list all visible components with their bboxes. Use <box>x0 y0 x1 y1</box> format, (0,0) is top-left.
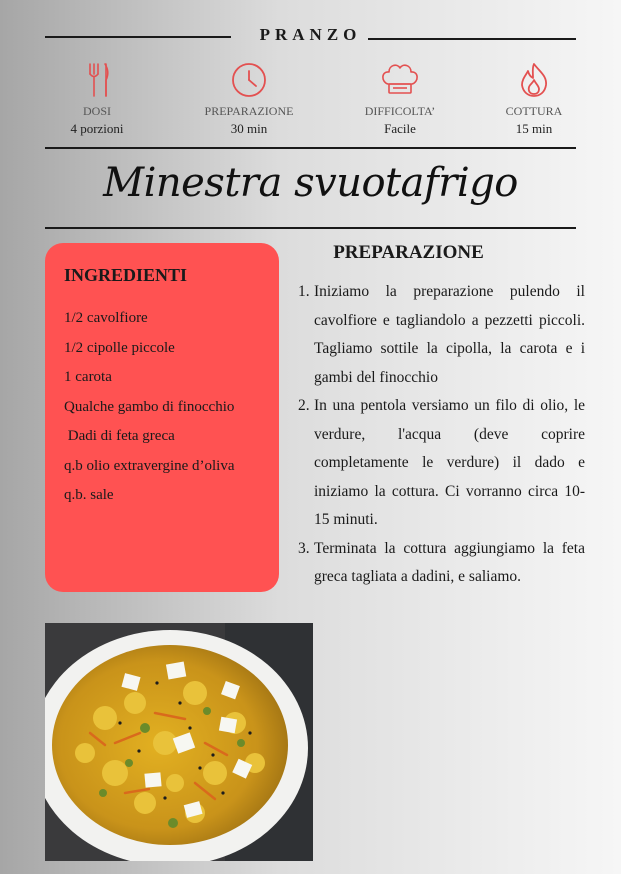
stat-label: DOSI <box>82 104 111 118</box>
step-text: Terminata la cottura aggiungiamo la feta greca tagliata a dadini, e saliamo. <box>314 539 585 585</box>
stat-dosi <box>27 60 167 137</box>
stat-value: 30 min <box>230 121 268 136</box>
ingredient-item: q.b olio extravergine d’oliva <box>64 457 235 474</box>
ingredient-item: 1 carota <box>64 369 112 385</box>
stat-value: 4 porzioni <box>70 121 124 136</box>
clock-icon <box>229 60 269 100</box>
stat-value: 15 min <box>515 121 553 136</box>
fork-knife-icon <box>77 60 117 100</box>
chef-hat-icon <box>378 60 422 100</box>
ingredient-item: Dadi di feta greca <box>64 428 175 444</box>
ingredient-item: 1/2 cavolfiore <box>64 310 148 326</box>
header-rule-right <box>368 38 576 40</box>
preparation-steps <box>298 278 585 592</box>
stat-preparazione <box>179 60 319 137</box>
stat-label: DIFFICOLTA’ <box>364 104 436 118</box>
recipe-title: Minestra svuotafrigo <box>103 160 518 206</box>
flame-icon <box>514 60 554 100</box>
soup-illustration <box>45 623 313 861</box>
stat-value: Facile <box>384 121 416 136</box>
ingredient-item: q.b. sale <box>64 487 114 503</box>
step-item <box>298 278 585 392</box>
stat-label: PREPARAZIONE <box>204 104 294 118</box>
step-text: In una pentola versiamo un filo di olio, le verdure, l'acqua (deve coprire completamente le verdure) il dado e iniziamo la cottura. Ci vorranno circa 10-15 minuti. <box>314 397 585 528</box>
ingredients-panel <box>45 243 279 592</box>
step-text: Iniziamo la preparazione pulendo il cavolfiore e tagliandolo a pezzetti piccoli. Tagliamo sottile la cipolla, la carota e i gambi del finocchio <box>314 283 585 386</box>
ingredients-title: INGREDIENTI <box>64 265 188 285</box>
soup-photo <box>45 623 313 861</box>
step-item <box>298 392 585 535</box>
stat-cottura <box>464 60 604 137</box>
step-item <box>298 535 585 592</box>
ingredient-item: Qualche gambo di finocchio <box>64 398 235 415</box>
step-number: 1. <box>298 283 310 300</box>
stats-rule <box>45 147 576 149</box>
title-rule <box>45 227 576 229</box>
category-label: PRANZO <box>259 25 362 44</box>
stat-label: COTTURA <box>505 104 563 118</box>
preparation-title: PREPARAZIONE <box>333 242 484 263</box>
stat-difficolta <box>330 60 470 137</box>
step-number: 2. <box>298 397 310 414</box>
step-number: 3. <box>298 539 310 557</box>
ingredients-list <box>64 304 260 511</box>
ingredient-item: 1/2 cipolle piccole <box>64 339 175 356</box>
